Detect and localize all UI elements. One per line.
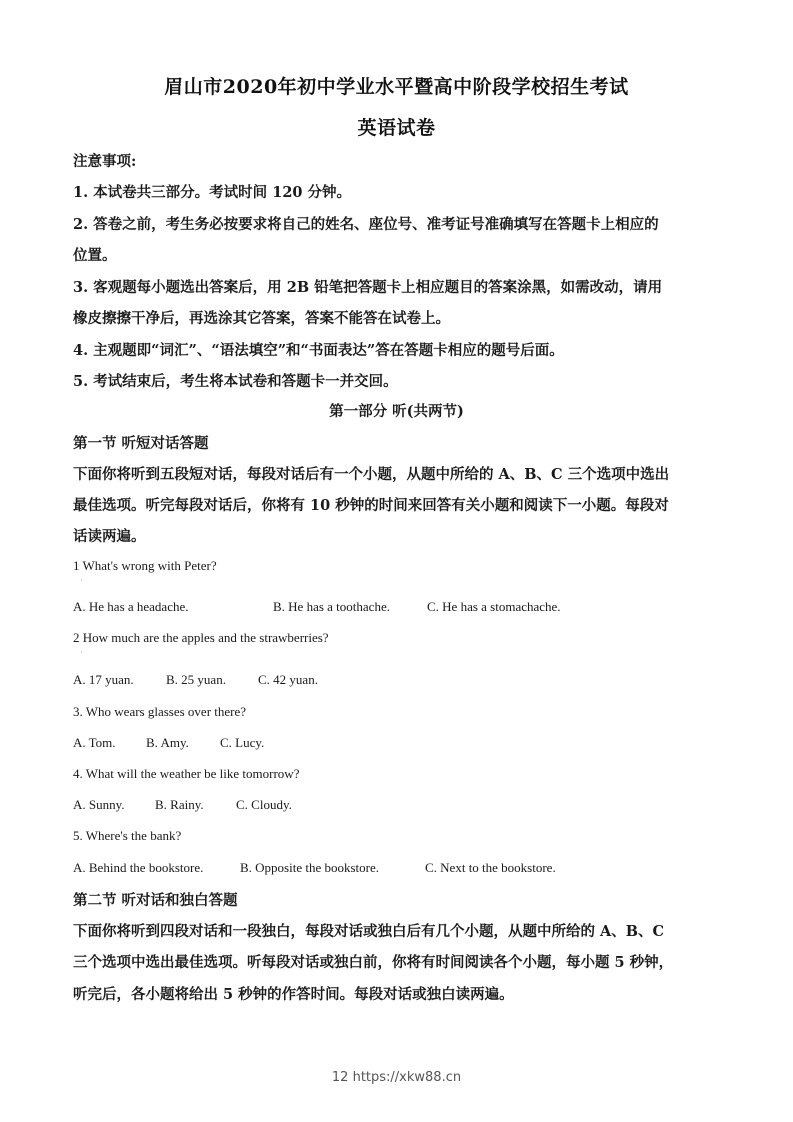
section1-instructions-2: 最佳选项。听完每段对话后，你将有 10 秒钟的时间来回答有关小题和阅读下一小题。每段对 [73, 497, 669, 514]
notice-heading: 注意事项: [73, 153, 137, 170]
notice-item-2: 2. 答卷之前，考生务必按要求将自己的姓名、座位号、准考证号准确填写在答题卡上相应的 [73, 216, 659, 233]
notice-item-3-cont: 橡皮擦擦干净后，再选涂其它答案，答案不能答在试卷上。 [73, 310, 450, 327]
section1-heading: 第一节 听短对话答题 [73, 435, 209, 452]
question-1-option-b: B. He has a toothache. [273, 599, 390, 614]
exam-subtitle: 英语试卷 [357, 117, 436, 139]
notice-item-3: 3. 客观题每小题选出答案后，用 2B 铅笔把答题卡上相应题目的答案涂黑，如需改动，请用 [73, 279, 663, 296]
section2-instructions-2: 三个选项中选出最佳选项。听每段对话或独白前，你将有时间阅读各个小题，每小题 5 秒钟， [73, 954, 674, 971]
notice-item-1: 1. 本试卷共三部分。考试时间 120 分钟。 [73, 184, 352, 201]
question-5-option-c: C. Next to the bookstore. [425, 860, 556, 875]
part1-heading: 第一部分 听(共两节) [329, 403, 464, 420]
question-2-option-b: B. 25 yuan. [166, 672, 226, 687]
question-4-stem: 4. What will the weather be like tomorrow? [73, 766, 300, 781]
question-1-stem: 1 What's wrong with Peter? [73, 558, 217, 573]
notice-item-5: 5. 考试结束后，考生将本试卷和答题卡一并交回。 [73, 373, 398, 390]
question-4-option-a: A. Sunny. [73, 797, 125, 812]
question-3-option-a: A. Tom. [73, 735, 116, 750]
notice-item-2-cont: 位置。 [73, 247, 117, 264]
section1-instructions-3: 话读两遍。 [73, 528, 146, 545]
page-footer: 12 https://xkw88.cn [331, 1070, 462, 1085]
stray-mark: · [80, 576, 83, 585]
question-3-stem: 3. Who wears glasses over there? [73, 704, 247, 719]
question-5-option-a: A. Behind the bookstore. [73, 860, 204, 875]
question-2-option-c: C. 42 yuan. [258, 672, 318, 687]
exam-title: 眉山市2020年初中学业水平暨高中阶段学校招生考试 [164, 76, 629, 98]
stray-mark: · [80, 648, 83, 657]
section1-instructions-1: 下面你将听到五段短对话，每段对话后有一个小题，从题中所给的 A、B、C 三个选项中选出 [73, 466, 670, 483]
question-5-option-b: B. Opposite the bookstore. [240, 860, 380, 875]
notice-item-4: 4. 主观题即“词汇”、“语法填空”和“书面表达”答在答题卡相应的题号后面。 [73, 342, 564, 359]
question-1-option-c: C. He has a stomachache. [427, 599, 561, 614]
question-2-stem: 2 How much are the apples and the strawberries? [73, 630, 329, 645]
question-4-option-c: C. Cloudy. [236, 797, 292, 812]
question-1-option-a: A. He has a headache. [73, 599, 189, 614]
question-3-option-b: B. Amy. [146, 735, 189, 750]
question-4-option-b: B. Rainy. [155, 797, 204, 812]
question-5-stem: 5. Where's the bank? [73, 828, 182, 843]
question-3-option-c: C. Lucy. [220, 735, 265, 750]
section2-heading: 第二节 听对话和独白答题 [73, 892, 238, 909]
section2-instructions-1: 下面你将听到四段对话和一段独白，每段对话或独白后有几个小题，从题中所给的 A、B、C [73, 923, 665, 940]
section2-instructions-3: 听完后，各小题将给出 5 秒钟的作答时间。每段对话或独白读两遍。 [73, 986, 514, 1003]
question-2-option-a: A. 17 yuan. [73, 672, 134, 687]
